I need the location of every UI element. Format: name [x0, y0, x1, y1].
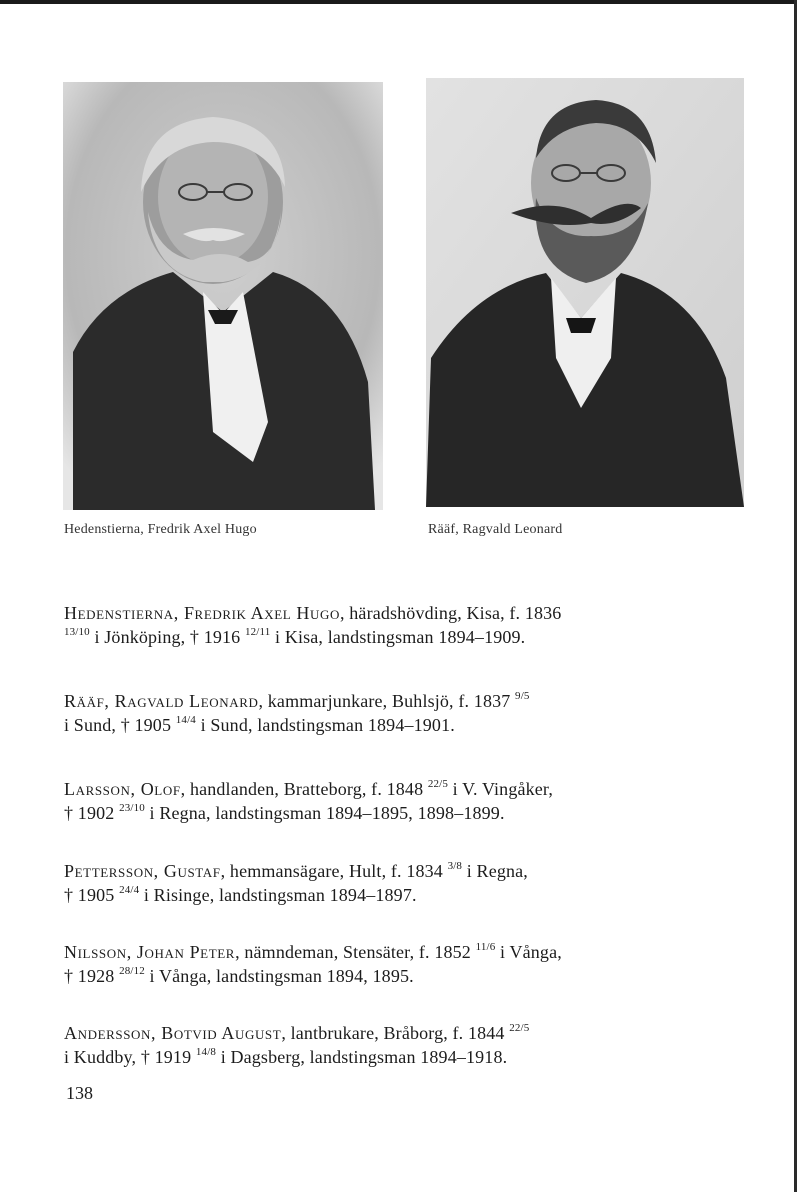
- entry-text: , häradshövding, Kisa, f. 1836: [339, 603, 562, 623]
- biography-entry: [64, 601, 584, 649]
- entry-name: Rääf, Ragvald Leonard: [64, 691, 259, 711]
- entry-date-superscript: 28/12: [119, 965, 145, 977]
- entry-text: i Kisa, landstingsman 1894–1909.: [270, 627, 526, 647]
- biography-entry: [64, 777, 584, 825]
- entry-name: Hedenstierna, Fredrik Axel Hugo: [64, 603, 340, 623]
- entry-date-superscript: 22/5: [427, 778, 449, 790]
- entry-text: i V. Vingåker,: [448, 779, 553, 799]
- portrait-photo-hedenstierna: [63, 82, 383, 510]
- entry-date-superscript: 22/5: [509, 1022, 530, 1034]
- entry-text: i Regna, landstingsman 1894–1895, 1898–1899.: [144, 803, 505, 823]
- entry-date-superscript: 14/8: [195, 1046, 217, 1058]
- scan-top-border: [0, 0, 797, 4]
- entry-text: † 1905: [64, 885, 120, 905]
- entry-text: i Vånga, landstingsman 1894, 1895.: [144, 966, 414, 986]
- biography-entry: [64, 859, 584, 907]
- entry-text: i Jönköping, † 1916: [89, 627, 245, 647]
- entry-text: , nämndeman, Stensäter, f. 1852: [235, 942, 476, 962]
- photo-caption-left: Hedenstierna, Fredrik Axel Hugo: [64, 522, 257, 537]
- entry-text: i Sund, landstingsman 1894–1901.: [195, 715, 455, 735]
- entry-text: , handlanden, Bratteborg, f. 1848: [180, 779, 428, 799]
- entry-date-superscript: 12/11: [244, 626, 271, 638]
- entry-text: † 1902: [64, 803, 120, 823]
- entry-date-superscript: 9/5: [515, 690, 530, 702]
- entry-date-superscript: 3/8: [447, 860, 463, 872]
- entry-text: , hemmansägare, Hult, f. 1834: [220, 861, 448, 881]
- entry-name: Larsson, Olof: [64, 779, 181, 799]
- entry-name: Andersson, Botvid August: [64, 1023, 282, 1043]
- entry-date-superscript: 11/6: [475, 941, 496, 953]
- portrait-illustration-right: [426, 78, 744, 507]
- entry-name: Nilsson, Johan Peter: [64, 942, 236, 962]
- page-number: 138: [66, 1083, 93, 1103]
- entry-text: i Risinge, landstingsman 1894–1897.: [139, 885, 417, 905]
- biography-entry: [64, 689, 584, 737]
- entry-text: i Dagsberg, landstingsman 1894–1918.: [216, 1047, 508, 1067]
- portrait-photo-raaf: [426, 78, 744, 507]
- entry-date-superscript: 24/4: [119, 884, 140, 896]
- biography-entry: [64, 940, 584, 988]
- entry-date-superscript: 23/10: [119, 802, 145, 814]
- entry-date-superscript: 14/4: [175, 714, 196, 726]
- biography-entry: [64, 1021, 584, 1069]
- entry-text: i Kuddby, † 1919: [64, 1047, 196, 1067]
- entry-text: i Sund, † 1905: [64, 715, 176, 735]
- entry-text: i Vånga,: [495, 942, 562, 962]
- portrait-illustration-left: [63, 82, 383, 510]
- entry-text: i Regna,: [462, 861, 528, 881]
- photo-caption-right: Rääf, Ragvald Leonard: [428, 522, 563, 537]
- entry-text: † 1928: [64, 966, 120, 986]
- entry-date-superscript: 13/10: [64, 626, 90, 638]
- entry-text: , lantbrukare, Bråborg, f. 1844: [281, 1023, 510, 1043]
- entry-text: , kammarjunkare, Buhlsjö, f. 1837: [258, 691, 516, 711]
- entry-name: Pettersson, Gustaf: [64, 861, 221, 881]
